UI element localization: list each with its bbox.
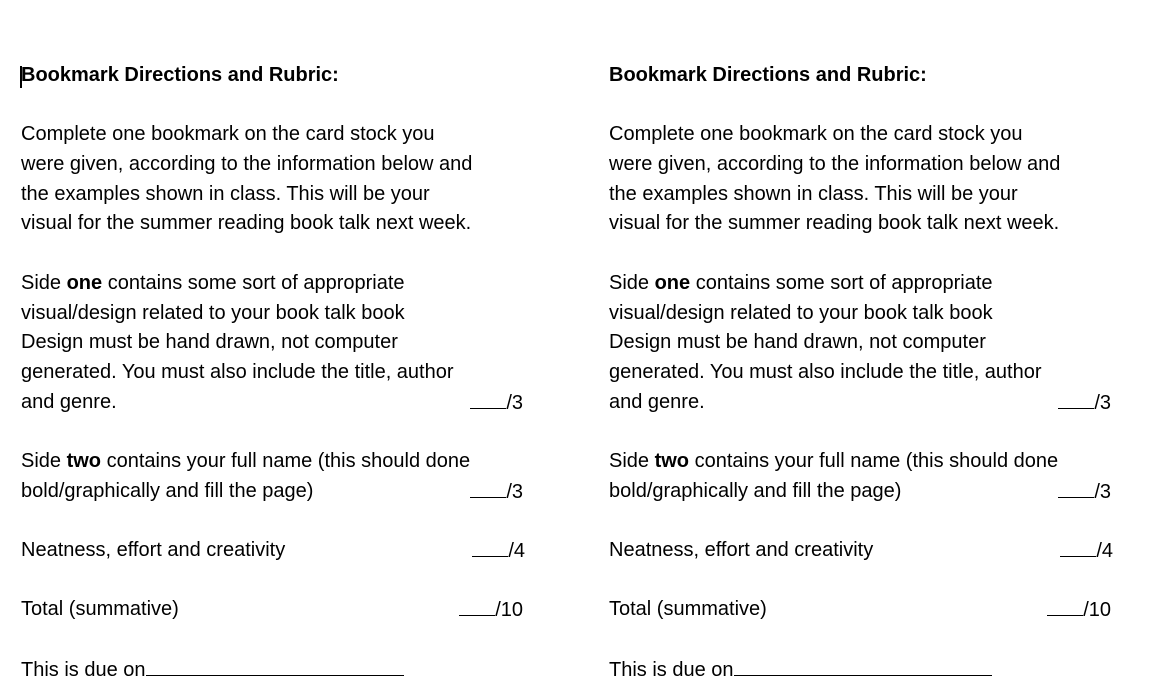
intro-line: Complete one bookmark on the card stock you (21, 123, 435, 146)
criterion-text: visual/design related to your book talk book (609, 301, 993, 324)
score-blank[interactable] (459, 595, 495, 616)
criterion-text: contains some sort of appropriate (690, 271, 993, 294)
criterion-line (609, 328, 1111, 358)
intro-paragraph (21, 120, 523, 239)
criterion-line (609, 536, 1111, 566)
criterion-first-line (21, 447, 523, 477)
due-date-blank[interactable] (734, 655, 992, 676)
score-blank[interactable] (472, 536, 508, 557)
criterion-text: contains some sort of appropriate (102, 271, 405, 294)
neatness-criterion (21, 536, 523, 566)
neatness-criterion (609, 536, 1111, 566)
due-label: This is due on (21, 658, 146, 681)
text-cursor (20, 66, 22, 88)
criterion-text: Design must be hand drawn, not computer (609, 331, 986, 354)
criterion-line (21, 388, 523, 418)
criterion-bold: one (654, 271, 691, 294)
criterion-text: Total (summative) (609, 598, 767, 621)
score-blank[interactable] (1060, 536, 1096, 557)
criterion-text: visual/design related to your book talk book (21, 301, 405, 324)
criterion-text: generated. You must also include the title, author (21, 360, 454, 383)
rubric-title: Bookmark Directions and Rubric: (21, 64, 339, 86)
intro-line: were given, according to the information below and (21, 153, 473, 176)
criterion-text: contains your full name (this should done (101, 449, 471, 472)
due-date-line (609, 655, 1111, 685)
side-one-criterion (609, 269, 1111, 417)
score-blank[interactable] (470, 477, 506, 498)
score-blank[interactable] (1058, 477, 1094, 498)
criterion-text: Side (609, 271, 655, 294)
criterion-text: Total (summative) (21, 598, 179, 621)
criterion-text: Neatness, effort and creativity (21, 539, 286, 562)
criterion-text: Side (21, 271, 67, 294)
due-label: This is due on (609, 658, 734, 681)
score-field[interactable] (470, 388, 523, 419)
due-date-line (21, 655, 523, 685)
score-field[interactable] (1058, 388, 1111, 419)
score-blank[interactable] (1058, 388, 1094, 409)
criterion-line (609, 595, 1111, 625)
criterion-line (609, 477, 1111, 507)
score-max: /3 (506, 480, 523, 503)
score-blank[interactable] (1047, 595, 1083, 616)
intro-line: were given, according to the information below and (609, 153, 1061, 176)
score-field[interactable] (459, 595, 523, 626)
criterion-text: and genre. (609, 390, 705, 413)
total-criterion (609, 595, 1111, 625)
intro-paragraph (609, 120, 1111, 239)
criterion-line (609, 299, 1111, 329)
score-max: /4 (508, 540, 525, 563)
intro-line: the examples shown in class. This will be your (21, 182, 430, 205)
total-criterion (21, 595, 523, 625)
score-max: /4 (1096, 540, 1113, 563)
criterion-first-line (21, 269, 523, 299)
criterion-line (21, 595, 523, 625)
intro-line: Complete one bookmark on the card stock you (609, 123, 1023, 146)
criterion-line (609, 358, 1111, 388)
criterion-text: bold/graphically and fill the page) (21, 479, 314, 502)
criterion-text: and genre. (21, 390, 117, 413)
criterion-first-line (609, 269, 1111, 299)
side-two-criterion (609, 447, 1111, 506)
score-max: /10 (495, 599, 523, 622)
criterion-bold: two (66, 449, 102, 472)
rubric-column-2 (609, 61, 1111, 684)
score-field[interactable] (1058, 477, 1111, 508)
criterion-line (21, 328, 523, 358)
criterion-bold: one (66, 271, 103, 294)
criterion-text: Design must be hand drawn, not computer (21, 331, 398, 354)
criterion-line (21, 358, 523, 388)
rubric-title: Bookmark Directions and Rubric: (609, 64, 927, 86)
due-date-blank[interactable] (146, 655, 404, 676)
score-max: /3 (1094, 480, 1111, 503)
score-max: /3 (506, 391, 523, 414)
score-blank[interactable] (470, 388, 506, 409)
score-max: /10 (1083, 599, 1111, 622)
criterion-text: Neatness, effort and creativity (609, 539, 874, 562)
intro-line: visual for the summer reading book talk next week. (609, 212, 1060, 235)
criterion-first-line (609, 447, 1111, 477)
criterion-text: generated. You must also include the title, author (609, 360, 1042, 383)
intro-line: the examples shown in class. This will be your (609, 182, 1018, 205)
score-field[interactable] (472, 536, 525, 567)
criterion-line (21, 536, 523, 566)
criterion-text: contains your full name (this should done (689, 449, 1059, 472)
side-two-criterion (21, 447, 523, 506)
criterion-line (609, 388, 1111, 418)
rubric-column-1 (21, 61, 523, 684)
score-field[interactable] (470, 477, 523, 508)
criterion-text: Side (609, 449, 655, 472)
score-field[interactable] (1060, 536, 1113, 567)
score-max: /3 (1094, 391, 1111, 414)
criterion-bold: two (654, 449, 690, 472)
intro-line: visual for the summer reading book talk next week. (21, 212, 472, 235)
criterion-text: bold/graphically and fill the page) (609, 479, 902, 502)
criterion-text: Side (21, 449, 67, 472)
score-field[interactable] (1047, 595, 1111, 626)
side-one-criterion (21, 269, 523, 417)
criterion-line (21, 299, 523, 329)
criterion-line (21, 477, 523, 507)
